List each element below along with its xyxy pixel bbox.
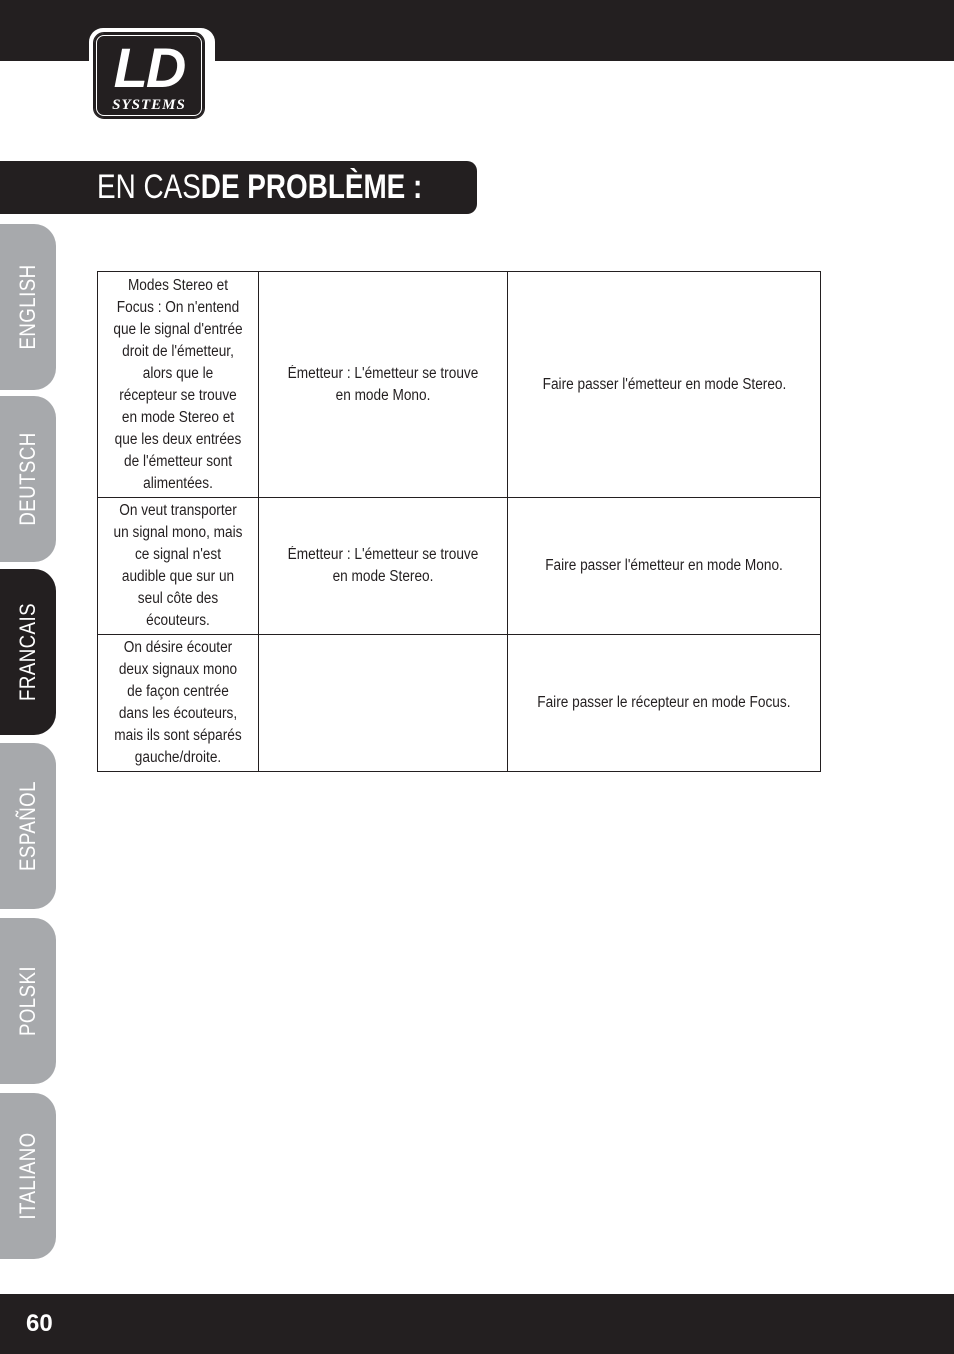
solution-text: Faire passer l'émetteur en mode Mono. xyxy=(545,557,783,574)
table-row xyxy=(98,635,821,772)
footer-bar xyxy=(0,1294,954,1354)
section-title-light: EN CAS xyxy=(97,168,201,206)
language-tab-polski[interactable] xyxy=(0,918,56,1084)
language-tab-label: DEUTSCH xyxy=(15,432,40,526)
problem-cell xyxy=(98,498,259,635)
language-tab-label: ITALIANO xyxy=(15,1132,40,1220)
language-tab-francais[interactable] xyxy=(0,569,56,735)
language-tab-label: POLSKI xyxy=(15,965,40,1037)
language-tab-espanol[interactable] xyxy=(0,743,56,909)
section-title-bold: DE PROBLÈME : xyxy=(200,168,423,206)
language-tab-italiano[interactable] xyxy=(0,1093,56,1259)
problem-cell xyxy=(98,272,259,498)
troubleshooting-table xyxy=(97,271,821,772)
language-tab-label: ESPAÑOL xyxy=(15,781,40,871)
section-title-band xyxy=(0,161,477,214)
language-tab-english[interactable] xyxy=(0,224,56,390)
cause-text: Émetteur : L'émetteur se trouve en mode Stereo. xyxy=(287,546,479,585)
logo-badge xyxy=(93,32,205,119)
table-row xyxy=(98,272,821,498)
solution-cell xyxy=(508,498,821,635)
problem-cell xyxy=(98,635,259,772)
problem-text: Modes Stereo et Focus : On n'entend que le signal d'entrée droit de l'émetteur, alors que le récepteur se trouve en mode Stereo et que les deux entrées de l'émetteur sont alimentées. xyxy=(113,276,243,492)
cause-cell xyxy=(259,635,508,772)
cause-text: Émetteur : L'émetteur se trouve en mode Mono. xyxy=(287,364,479,404)
brand-logo xyxy=(89,28,215,127)
cause-cell xyxy=(259,272,508,498)
solution-cell xyxy=(508,635,821,772)
logo-subtext: SYSTEMS xyxy=(112,97,186,113)
language-tab-deutsch[interactable] xyxy=(0,396,56,562)
logo-mark: LD xyxy=(113,36,185,99)
solution-text: Faire passer le récepteur en mode Focus. xyxy=(537,694,791,711)
solution-cell xyxy=(508,272,821,498)
table-row xyxy=(98,498,821,635)
language-tab-label: FRANCAIS xyxy=(15,603,40,701)
solution-text: Faire passer l'émetteur en mode Stereo. xyxy=(542,375,786,393)
section-title xyxy=(97,161,422,214)
problem-text: On veut transporter un signal mono, mais ce signal n'est audible que sur un seul côte des écouteurs. xyxy=(113,502,243,629)
language-tab-label: ENGLISH xyxy=(15,264,40,350)
cause-cell xyxy=(259,498,508,635)
problem-text: On désire écouter deux signaux mono de façon centrée dans les écouteurs, mais ils sont séparés gauche/droite. xyxy=(114,639,242,766)
page-number: 60 xyxy=(26,1310,53,1337)
